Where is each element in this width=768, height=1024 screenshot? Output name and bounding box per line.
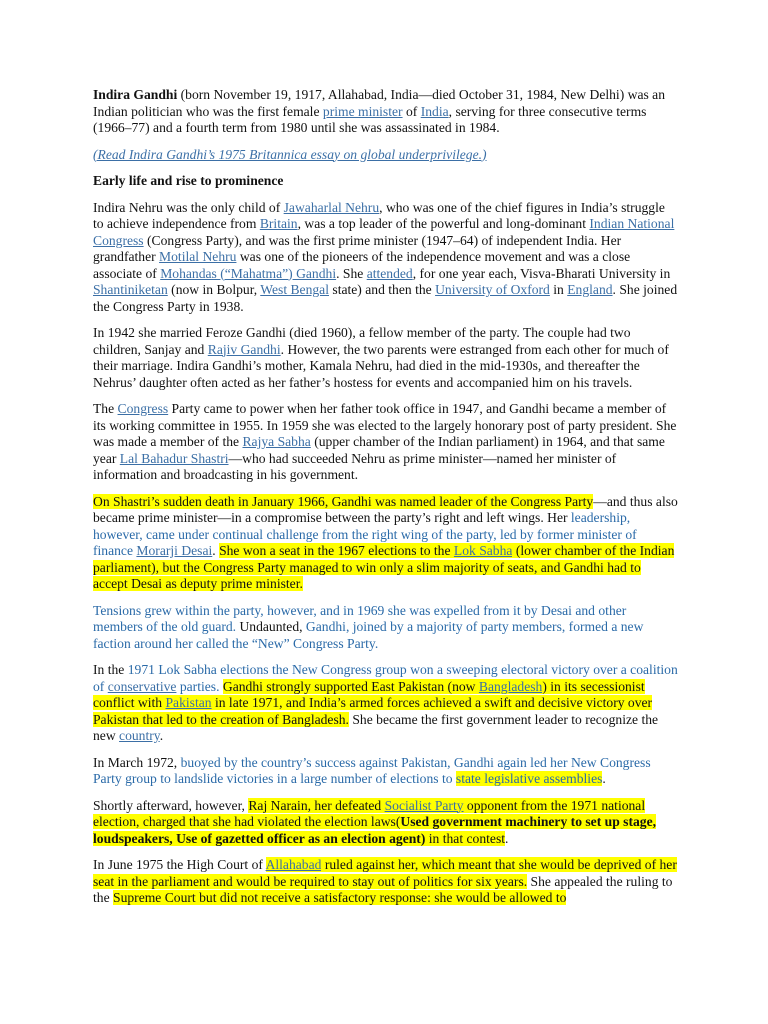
text: In 1942 she married Feroze Gandhi (died 1960), a fellow member of the party. The couple had two children, Sanjay and: [93, 325, 631, 357]
text: state) and then the: [329, 282, 436, 297]
paragraph-1972: [93, 755, 678, 788]
text: of: [402, 103, 421, 119]
text: She became the first government leader to recognize the new: [93, 711, 659, 743]
highlighted-text: opponent from the 1971 national election, charged that she had violated the election laws(: [93, 797, 646, 829]
text: .: [505, 830, 509, 846]
paragraph-1971-elections: [93, 662, 678, 745]
highlighted-text: in that contest: [425, 830, 506, 846]
blue-text: buoyed by the country’s success against Pakistan, Gandhi again led her New Congress Party group to landslide victories in a large number of elections to: [93, 754, 651, 786]
paragraph-high-court: [93, 857, 678, 907]
motilal-nehru-link[interactable]: Motilal Nehru: [159, 249, 237, 264]
paragraph-early-life: [93, 200, 678, 316]
text: (born November 19, 1917, Allahabad, India—died October 31, 1984, New Delhi) was an Indian politician who was the first female: [93, 87, 665, 119]
highlighted-text: state legislative assemblies: [455, 771, 603, 786]
text: In March 1972,: [93, 754, 181, 770]
blue-text: parties.: [176, 678, 220, 694]
essay-link-paragraph: [93, 147, 678, 164]
highlighted-text: ) in its secessionist conflict with: [93, 678, 645, 710]
jawaharlal-nehru-link[interactable]: Jawaharlal Nehru: [283, 199, 380, 215]
highlighted-text: (lower chamber of the Indian parliament), but the Congress Party managed to win only a slim majority of seats, and Gandhi had to accept Desai as deputy prime minister.: [93, 543, 675, 591]
highlighted-bold-text: Used government machinery to set up stage, loudspeakers, Use of gazetted officer as an election agent): [93, 814, 656, 846]
text: .: [159, 728, 164, 743]
text: In June 1975 the High Court of: [93, 857, 266, 872]
text: Party came to power when her father took office in 1947, and Gandhi became a member of its working committee in 1955. In 1959 she was elected to the largely honorary post of party president. She was made a member of the: [93, 401, 677, 449]
subject-name: Indira Gandhi: [93, 87, 178, 102]
blue-text: leadership, however, came under continual challenge from the right wing of the party, led by former minister of finance: [93, 510, 637, 558]
text: , was a top leader of the powerful and long-dominant: [297, 216, 590, 231]
country-link[interactable]: country: [119, 728, 160, 743]
paragraph-tensions: [93, 603, 678, 653]
text: (now in Bolpur,: [167, 282, 261, 297]
text: Indira Nehru was the only child of: [93, 199, 284, 215]
socialist-party-link[interactable]: Socialist Party: [384, 797, 464, 813]
highlighted-text: She won a seat in the 1967 elections to the: [219, 543, 454, 558]
highlighted-text: On Shastri’s sudden death in January 1966, Gandhi was named leader of the Congress Party: [93, 493, 594, 509]
text: In the: [93, 662, 128, 677]
rajiv-gandhi-link[interactable]: Rajiv Gandhi: [207, 341, 281, 357]
highlighted-text: Raj Narain, her defeated: [248, 797, 385, 813]
highlighted-text: ruled against her, which meant that she would be deprived of her seat in the parliament and would be required to stay out of politics for six years.: [93, 857, 677, 889]
text: —and thus also became prime minister—in a compromise between the party’s right and left wings. Her: [93, 493, 678, 525]
congress-link[interactable]: Congress: [117, 401, 169, 416]
blue-text: Gandhi, joined by a majority of party members, formed a new faction around her called the “New” Congress Party.: [93, 619, 644, 651]
text: (Congress Party), and was the first prime minister (1947–64) of independent India. Her grandfather: [93, 232, 622, 264]
paragraph-congress: [93, 401, 678, 484]
highlighted-text: Gandhi strongly supported East Pakistan (now: [222, 678, 479, 694]
text: . She joined the Congress Party in 1938.: [93, 282, 678, 314]
india-link[interactable]: India: [420, 103, 449, 119]
article-body: [93, 87, 678, 917]
blue-text: 1971 Lok Sabha elections the New Congress group won a sweeping electoral victory over a coalition of: [93, 662, 678, 694]
text: .: [212, 543, 220, 558]
highlighted-text: in late 1971, and India’s armed forces achieved a swift and decisive victory over Pakistan that led to the creation of Bangladesh.: [93, 695, 653, 727]
paragraph-raj-narain: [93, 798, 678, 848]
text: —who had succeeded Nehru as prime minister—named her minister of information and broadcasting in his government.: [93, 450, 617, 482]
lal-bahadur-shastri-link[interactable]: Lal Bahadur Shastri: [119, 450, 229, 466]
text: .: [602, 771, 606, 786]
allahabad-link[interactable]: Allahabad: [265, 857, 322, 872]
mahatma-gandhi-link[interactable]: Mohandas (“Mahatma”) Gandhi: [160, 265, 337, 281]
highlighted-text: Supreme Court but did not receive a satisfactory response: she would be allowed to: [113, 890, 567, 905]
rajya-sabha-link[interactable]: Rajya Sabha: [242, 434, 311, 449]
blue-text: Tensions grew within the party, however, and in 1969 she was expelled from it by Desai and other members of the old guard.: [93, 602, 627, 634]
text: The: [93, 401, 118, 416]
paragraph-marriage: [93, 325, 678, 391]
indian-national-congress-link[interactable]: Indian National Congress: [93, 216, 675, 248]
attended-link[interactable]: attended: [366, 265, 413, 281]
morarji-desai-link[interactable]: Morarji Desai: [136, 543, 213, 558]
section-heading: Early life and rise to prominence: [93, 173, 284, 188]
prime-minister-link[interactable]: prime minister: [322, 103, 403, 119]
text: . She: [336, 265, 367, 281]
text: in: [549, 282, 568, 297]
text: She appealed the ruling to the: [93, 873, 673, 905]
britain-link[interactable]: Britain: [259, 216, 298, 231]
intro-paragraph: [93, 87, 678, 137]
shantiniketan-link[interactable]: Shantiniketan: [93, 282, 168, 297]
text: , who was one of the chief figures in India’s struggle to achieve independence from: [93, 199, 665, 231]
text: . However, the two parents were estranged from each other for much of their marriage. Indira Gandhi’s mother, Kamala Nehru, had died in the mid-1930s, and thereafter the Nehrus’ daughter often acted as her father’s hostess for events and accompanied him on his travels.: [93, 341, 669, 390]
paragraph-shastri-death: [93, 494, 678, 593]
england-link[interactable]: England: [567, 282, 613, 297]
university-of-oxford-link[interactable]: University of Oxford: [435, 282, 550, 297]
text: , serving for three consecutive terms (1966–77) and a fourth term from 1980 until she was assassinated in 1984.: [93, 103, 647, 135]
britannica-essay-link[interactable]: (Read Indira Gandhi’s 1975 Britannica essay on global underprivilege.): [93, 146, 487, 162]
text: Undaunted,: [236, 619, 306, 634]
conservative-link[interactable]: conservative: [107, 678, 177, 694]
pakistan-link[interactable]: Pakistan: [165, 695, 212, 710]
west-bengal-link[interactable]: West Bengal: [260, 282, 329, 297]
text: , for one year each, Visva-Bharati University in: [412, 265, 671, 281]
bangladesh-link[interactable]: Bangladesh: [478, 678, 543, 694]
text: was one of the pioneers of the independence movement and was a close associate of: [93, 249, 631, 281]
text: (upper chamber of the Indian parliament) in 1964, and that same year: [93, 434, 665, 466]
text: Shortly afterward, however,: [93, 797, 249, 813]
lok-sabha-link[interactable]: Lok Sabha: [453, 543, 513, 558]
